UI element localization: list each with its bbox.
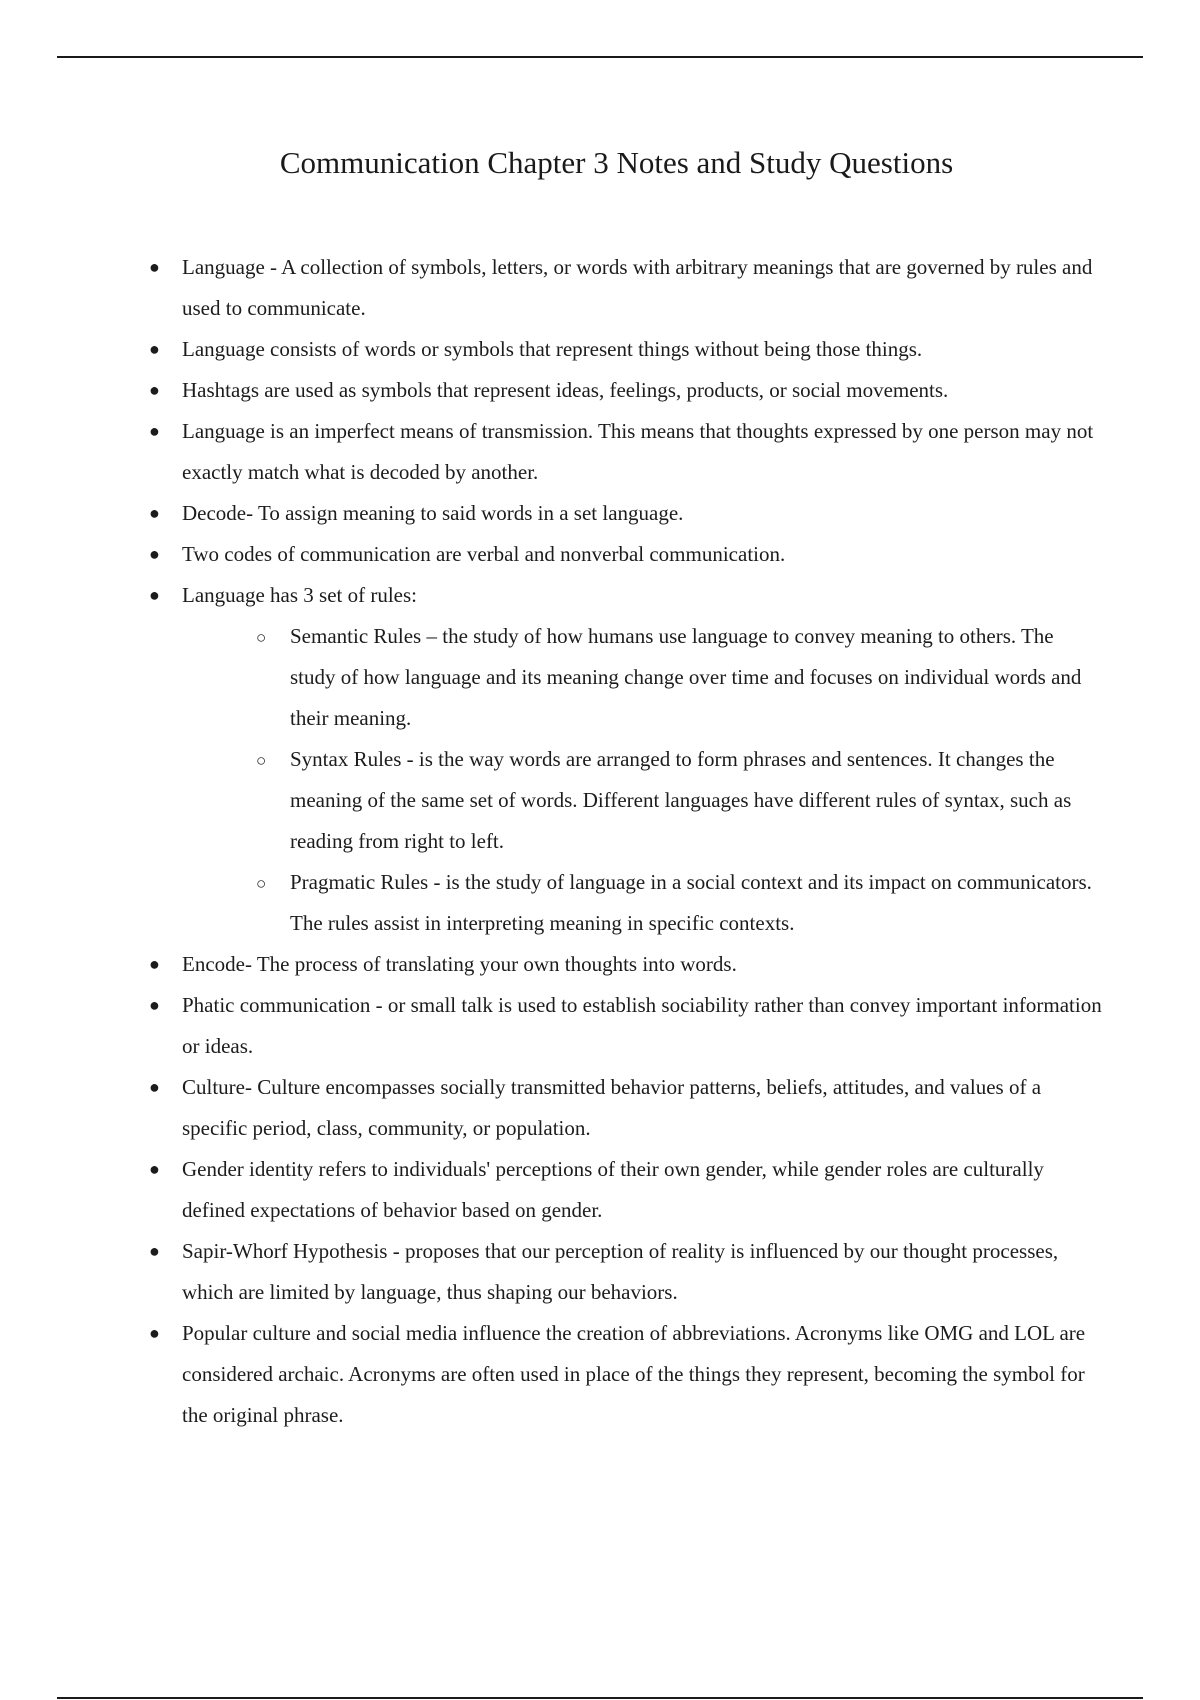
sublist-item: ○ Pragmatic Rules - is the study of language in a social context and its impact on communicators. The rules assist in interpreting meaning in specific contexts. bbox=[290, 862, 1102, 944]
list-item: ● Language is an imperfect means of transmission. This means that thoughts expressed by one person may not exactly match what is decoded by another. bbox=[182, 411, 1102, 493]
list-item: ● Language - A collection of symbols, letters, or words with arbitrary meanings that are governed by rules and used to communicate. bbox=[182, 247, 1102, 329]
list-item: ● Language has 3 set of rules: ○ Semantic Rules – the study of how humans use language to convey meaning to others. The study of how language and its meaning change over time and focuses on individual words and their meaning. ○ Syntax Rules - is the way words are arranged to form phrases and sentences. It changes the meaning of the same set of words. Different languages have different rules of syntax, such as reading from right to left. ○ Pragmatic Rules - is the study of language in a social context and its impact on communicators. The rules assist in interpreting meaning in specific contexts. bbox=[182, 575, 1102, 944]
bullet-icon: ● bbox=[149, 1323, 160, 1343]
bullet-icon: ● bbox=[149, 995, 160, 1015]
bullet-icon: ● bbox=[149, 954, 160, 974]
rules-sublist bbox=[182, 616, 1102, 944]
circle-bullet-icon: ○ bbox=[256, 628, 267, 647]
list-item: ● Phatic communication - or small talk is used to establish sociability rather than convey important information or ideas. bbox=[182, 985, 1102, 1067]
circle-bullet-icon: ○ bbox=[256, 874, 267, 893]
bullet-icon: ● bbox=[149, 257, 160, 277]
list-item: ● Encode- The process of translating your own thoughts into words. bbox=[182, 944, 1102, 985]
bullet-icon: ● bbox=[149, 1159, 160, 1179]
bullet-icon: ● bbox=[149, 544, 160, 564]
list-item: ● Language consists of words or symbols that represent things without being those things. bbox=[182, 329, 1102, 370]
notes-list bbox=[149, 247, 1102, 1436]
list-item: ● Sapir-Whorf Hypothesis - proposes that our perception of reality is influenced by our thought processes, which are limited by language, thus shaping our behaviors. bbox=[182, 1231, 1102, 1313]
bullet-icon: ● bbox=[149, 1077, 160, 1097]
bullet-icon: ● bbox=[149, 503, 160, 523]
bullet-icon: ● bbox=[149, 380, 160, 400]
bullet-icon: ● bbox=[149, 585, 160, 605]
list-item: ● Gender identity refers to individuals' perceptions of their own gender, while gender roles are culturally defined expectations of behavior based on gender. bbox=[182, 1149, 1102, 1231]
list-item: ● Popular culture and social media influence the creation of abbreviations. Acronyms like OMG and LOL are considered archaic. Acronyms are often used in place of the things they represent, becoming the symbol for the original phrase. bbox=[182, 1313, 1102, 1436]
page-title: Communication Chapter 3 Notes and Study Questions bbox=[279, 145, 954, 180]
list-item: ● Two codes of communication are verbal and nonverbal communication. bbox=[182, 534, 1102, 575]
list-item: ● Culture- Culture encompasses socially transmitted behavior patterns, beliefs, attitudes, and values of a specific period, class, community, or population. bbox=[182, 1067, 1102, 1149]
bullet-icon: ● bbox=[149, 421, 160, 441]
circle-bullet-icon: ○ bbox=[256, 751, 267, 770]
top-rule bbox=[57, 56, 1143, 58]
list-item: ● Hashtags are used as symbols that represent ideas, feelings, products, or social movements. bbox=[182, 370, 1102, 411]
list-item: ● Decode- To assign meaning to said words in a set language. bbox=[182, 493, 1102, 534]
bullet-icon: ● bbox=[149, 1241, 160, 1261]
sublist-item: ○ Syntax Rules - is the way words are arranged to form phrases and sentences. It changes the meaning of the same set of words. Different languages have different rules of syntax, such as reading from right to left. bbox=[290, 739, 1102, 862]
bottom-rule bbox=[57, 1697, 1143, 1699]
sublist-item: ○ Semantic Rules – the study of how humans use language to convey meaning to others. The study of how language and its meaning change over time and focuses on individual words and their meaning. bbox=[290, 616, 1102, 739]
bullet-icon: ● bbox=[149, 339, 160, 359]
